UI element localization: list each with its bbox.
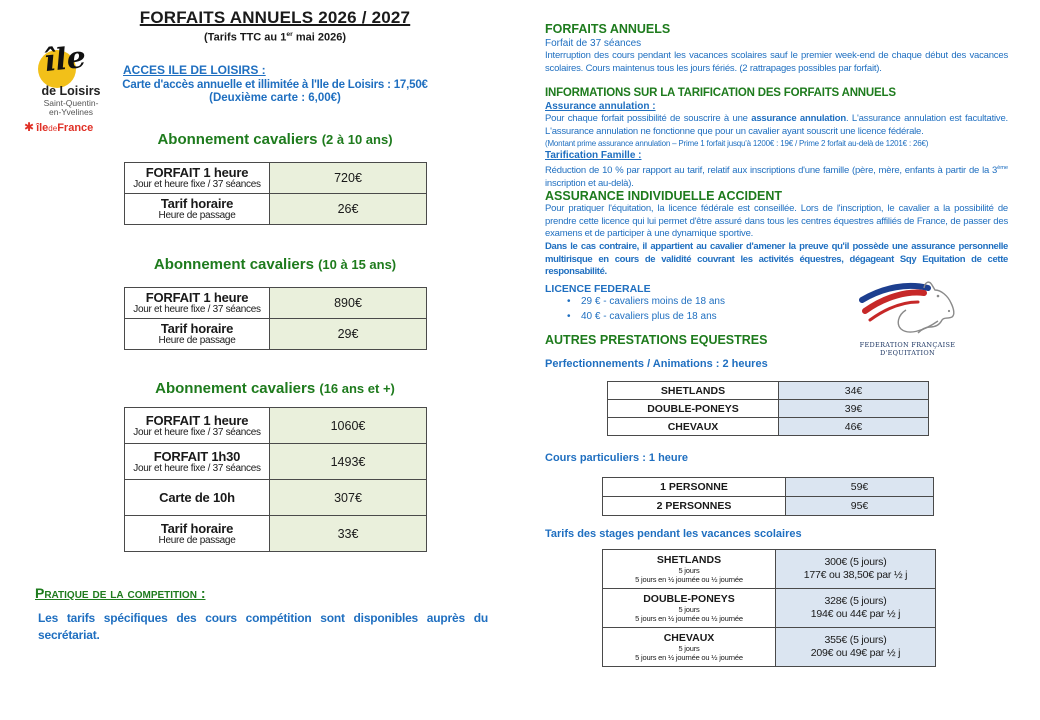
cours-particuliers-heading: Cours particuliers : 1 heure xyxy=(545,452,689,464)
price-cell: 307€ xyxy=(270,480,427,516)
table-row: DOUBLE-PONEYS 39€ xyxy=(608,400,929,418)
subscription-heading-10-15: Abonnement cavaliers (10 à 15 ans) xyxy=(153,256,397,273)
table-row: 2 PERSONNES 95€ xyxy=(603,497,934,516)
table-row: CHEVAUX 46€ xyxy=(608,418,929,436)
price-cell: 1493€ xyxy=(270,444,427,480)
table-row: Carte de 10h 307€ xyxy=(125,480,427,516)
forfaits-line1: Forfait de 37 séances xyxy=(545,38,642,49)
accident-heading: ASSURANCE INDIVIDUELLE ACCIDENT xyxy=(545,189,783,203)
price-cell: 1060€ xyxy=(270,408,427,444)
accident-body: Pour pratiquer l'équitation, la licence fédérale est conseillée. Lors de l'inscription, le cavalier a la possibilité de prendre cette licence qui lui permet d'être assuré dans tous les centres équestres affiliés de France, de passer des examens et de participer à une dynamique sportive. xyxy=(545,203,1008,239)
price-cell: 355€ (5 jours) 209€ ou 49€ par ½ j xyxy=(776,628,936,667)
access-line1: Carte d'accès annuelle et illimitée à l'Ile de Loisirs : 17,50€ xyxy=(122,79,428,91)
competition-text: Les tarifs spécifiques des cours compétition sont disponibles auprès du secrétariat. xyxy=(38,611,488,642)
price-cell: 29€ xyxy=(270,319,427,350)
ile-de-france-logo: ✱ îledeFrance xyxy=(24,120,94,134)
table-row: DOUBLE-PONEYS 5 jours 5 jours en ½ journée ou ½ journée 328€ (5 jours) 194€ ou 44€ par ½ j xyxy=(603,589,936,628)
stages-heading: Tarifs des stages pendant les vacances scolaires xyxy=(545,528,802,540)
ffe-caption: FEDERATION FRANÇAISE D'EQUITATION xyxy=(859,341,956,357)
accident-body-bold: Dans le cas contraire, il appartient au cavalier d'amener la preuve qu'il possède une assurance personnelle multirisque en cours de validité couvrant les activités équestres, dégageant Sqy Equitation de cette responsabilité. xyxy=(545,241,1008,277)
assurance-annulation-body: Pour chaque forfait possibilité de souscrire à une assurance annulation. L'assurance annulation est facultative. L'assurance annulation ne fonctionne que pour un cavalier ayant souscrit une licence fédérale. xyxy=(545,113,1008,137)
access-line2: (Deuxième carte : 6,00€) xyxy=(209,92,341,104)
table-row: Tarif horaire Heure de passage 26€ xyxy=(125,194,427,225)
tarification-famille-body: Réduction de 10 % par rapport au tarif, relatif aux inscriptions d'une famille (père, mère, enfants à partir de la 3ème inscription et au-delà). xyxy=(545,165,1008,189)
tarification-famille-label: Tarification Famille : xyxy=(545,150,642,161)
price-cell: 33€ xyxy=(270,516,427,552)
price-cell: 26€ xyxy=(270,194,427,225)
perfectionnements-heading: Perfectionnements / Animations : 2 heures xyxy=(545,358,768,370)
price-cell: 720€ xyxy=(270,163,427,194)
subscription-heading-16plus: Abonnement cavaliers (16 ans et +) xyxy=(155,380,395,397)
price-cell: 46€ xyxy=(779,418,929,436)
assurance-prime-note: (Montant prime assurance annulation – Prime 1 forfait jusqu'à 1200€ : 19€ / Prime 2 forfait au-delà de 1201€ : 26€) xyxy=(545,139,929,148)
price-cell: 95€ xyxy=(786,497,934,516)
price-cell: 328€ (5 jours) 194€ ou 44€ par ½ j xyxy=(776,589,936,628)
table-row: SHETLANDS 34€ xyxy=(608,382,929,400)
price-cell: 890€ xyxy=(270,288,427,319)
table-row: Tarif horaire Heure de passage 29€ xyxy=(125,319,427,350)
table-row: Tarif horaire Heure de passage 33€ xyxy=(125,516,427,552)
autres-prestations-heading: AUTRES PRESTATIONS EQUESTRES xyxy=(545,333,768,347)
right-column xyxy=(545,0,1008,720)
access-heading: ACCES ILE DE LOISIRS : xyxy=(123,63,266,77)
assurance-annulation-label: Assurance annulation : xyxy=(545,101,656,112)
table-row: FORFAIT 1 heure Jour et heure fixe / 37 séances 1060€ xyxy=(125,408,427,444)
tarification-heading: INFORMATIONS SUR LA TARIFICATION DES FORFAITS ANNUELS xyxy=(545,87,896,99)
page-title: FORFAITS ANNUELS 2026 / 2027 xyxy=(139,8,411,27)
licence-bullet-over18: • 40 € - cavaliers plus de 18 ans xyxy=(545,311,717,322)
licence-heading: LICENCE FEDERALE xyxy=(545,283,651,295)
licence-bullet-under18: • 29 € - cavaliers moins de 18 ans xyxy=(545,296,725,307)
competition-heading: Pratique de la competition : xyxy=(35,585,206,601)
forfaits-body: Interruption des cours pendant les vacances scolaires sauf le premier week-end de chaque début des vacances scolaires. Cours maintenus tous les jours fériés. (2 rattrapages possibles par forfait). xyxy=(545,50,1008,74)
page-subtitle: (Tarifs TTC au 1er mai 2026) xyxy=(204,31,346,44)
price-cell: 59€ xyxy=(786,478,934,497)
table-row: FORFAIT 1 heure Jour et heure fixe / 37 séances 890€ xyxy=(125,288,427,319)
subscription-table-10-15 xyxy=(124,287,427,350)
table-row: FORFAIT 1 heure Jour et heure fixe / 37 séances 720€ xyxy=(125,163,427,194)
logo-line: de Loisirs xyxy=(41,84,101,98)
access-section xyxy=(60,63,490,104)
subscription-heading-2-10: Abonnement cavaliers (2 à 10 ans) xyxy=(157,131,393,148)
cours-particuliers-table xyxy=(602,477,934,516)
subscription-table-2-10 xyxy=(124,162,427,225)
price-cell: 39€ xyxy=(779,400,929,418)
forfaits-heading: FORFAITS ANNUELS xyxy=(545,22,671,36)
table-row: 1 PERSONNE 59€ xyxy=(603,478,934,497)
table-row: FORFAIT 1h30 Jour et heure fixe / 37 séances 1493€ xyxy=(125,444,427,480)
logo-line: Saint-Quentin- xyxy=(43,98,99,108)
price-cell: 300€ (5 jours) 177€ ou 38,50€ par ½ j xyxy=(776,550,936,589)
logo-line: en-Yvelines xyxy=(49,107,93,117)
table-row: CHEVAUX 5 jours 5 jours en ½ journée ou ½ journée 355€ (5 jours) 209€ ou 49€ par ½ j xyxy=(603,628,936,667)
horse-head-icon xyxy=(858,278,958,334)
table-row: SHETLANDS 5 jours 5 jours en ½ journée ou ½ journée 300€ (5 jours) 177€ ou 38,50€ par ½ j xyxy=(603,550,936,589)
star-icon: ✱ xyxy=(24,120,35,134)
perfectionnements-table xyxy=(607,381,929,436)
ile-script-text: île xyxy=(42,39,88,80)
price-cell: 34€ xyxy=(779,382,929,400)
stages-table xyxy=(602,549,936,667)
ffe-logo xyxy=(855,278,960,357)
subscription-table-16plus xyxy=(124,407,427,552)
